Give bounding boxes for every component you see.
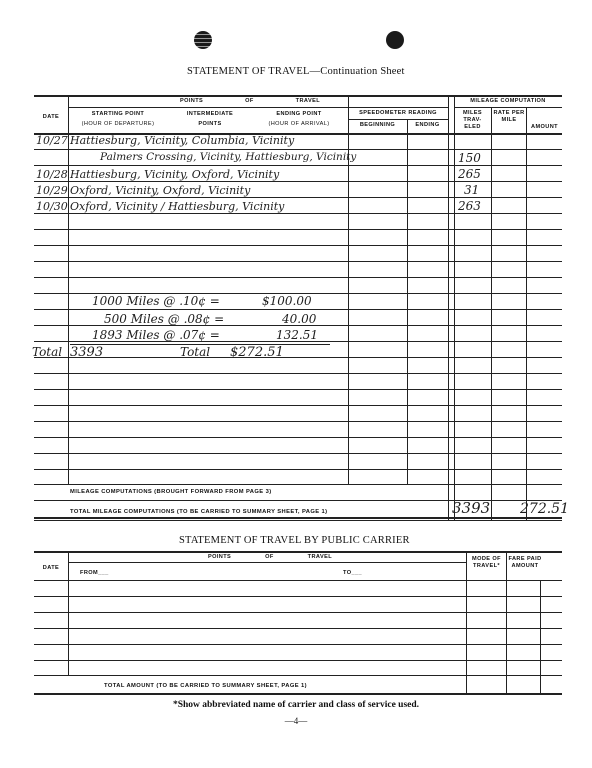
- entry-5-miles: 263: [458, 199, 481, 213]
- ruled-line: [34, 453, 562, 454]
- ruled-line: [34, 405, 562, 406]
- header-amount: AMOUNT: [531, 124, 558, 130]
- header-mileage-computation: MILEAGE COMPUTATION: [470, 98, 546, 104]
- punch-hole-left: [194, 31, 212, 49]
- ruled-line: [34, 149, 562, 150]
- ruled-line: [34, 469, 562, 470]
- header-intermediate: INTERMEDIATE: [186, 111, 234, 117]
- ruled-line: [34, 165, 562, 166]
- header-points: POINTS: [198, 121, 222, 127]
- calc-total-word: Total: [180, 345, 211, 359]
- entry-5-date: 10/30: [36, 200, 68, 213]
- footnote: *Show abbreviated name of carrier and class of service used.: [172, 700, 420, 710]
- calc-line-3-right: 132.51: [276, 328, 318, 342]
- carrier-header-points-of-travel: POINTS OF TRAVEL: [207, 554, 333, 560]
- calc-total-miles: 3393: [70, 345, 104, 360]
- calc-line-1-left: 1000 Miles @ .10¢ =: [92, 294, 220, 308]
- travel-title: STATEMENT OF TRAVEL—Continuation Sheet: [187, 66, 405, 77]
- entry-2-miles: 150: [458, 151, 481, 165]
- header-ending: ENDING: [415, 122, 440, 128]
- calc-line-3-left: 1893 Miles @ .07¢ =: [92, 328, 220, 342]
- header-ending-point: ENDING POINT: [276, 111, 322, 117]
- total-mileage-label: TOTAL MILEAGE COMPUTATIONS (TO BE CARRIED TO SUMMARY SHEET, PAGE 1): [70, 509, 328, 515]
- ruled-line: [34, 213, 562, 214]
- header-date: DATE: [42, 114, 60, 120]
- entry-1-route: Hattiesburg, Vicinity, Columbia, Vicinity: [70, 134, 295, 147]
- ruled-line: [34, 596, 562, 597]
- ruled-line: [34, 277, 562, 278]
- ruled-line: [34, 373, 562, 374]
- ruled-line: [34, 612, 562, 613]
- calc-total-label: Total: [32, 345, 63, 359]
- entry-3-miles: 265: [458, 167, 481, 181]
- ruled-line: [34, 229, 562, 230]
- calc-line-1-right: $100.00: [262, 294, 312, 308]
- entry-3-date: 10/28: [36, 168, 68, 181]
- carrier-header-to: TO___: [343, 570, 363, 576]
- entry-4-date: 10/29: [36, 184, 68, 197]
- total-amount-value: 272.51: [520, 501, 569, 517]
- carrier-header-fare: FARE PAID AMOUNT: [508, 556, 542, 569]
- header-rate-per-mile: RATE PER MILE: [493, 110, 525, 123]
- header-hour-of-arrival: (HOUR OF ARRIVAL): [268, 121, 330, 127]
- ruled-line: [34, 644, 562, 645]
- ruled-line: [34, 357, 562, 358]
- carrier-header-mode: MODE OF TRAVEL*: [472, 556, 501, 569]
- carrier-title: STATEMENT OF TRAVEL BY PUBLIC CARRIER: [179, 535, 410, 546]
- entry-3-route: Hattiesburg, Vicinity, Oxford, Vicinity: [70, 168, 280, 181]
- page-number: —4—: [284, 716, 308, 726]
- ruled-line: [34, 421, 562, 422]
- carrier-header-from: FROM___: [80, 570, 109, 576]
- header-starting-point: STARTING POINT: [91, 111, 145, 117]
- ruled-line: [34, 660, 562, 661]
- punch-hole-right: [386, 31, 404, 49]
- ruled-line: [34, 181, 562, 182]
- header-beginning: BEGINNING: [359, 122, 396, 128]
- entry-4-miles: 31: [464, 183, 480, 197]
- ruled-line: [34, 245, 562, 246]
- mileage-brought-forward-label: MILEAGE COMPUTATIONS (BROUGHT FORWARD FROM PAGE 3): [70, 489, 272, 495]
- entry-4-route: Oxford, Vicinity, Oxford, Vicinity: [70, 184, 251, 197]
- carrier-total-label: TOTAL AMOUNT (TO BE CARRIED TO SUMMARY SHEET, PAGE 1): [104, 683, 307, 689]
- carrier-header-date: DATE: [42, 565, 60, 571]
- entry-2-route: Palmers Crossing, Vicinity, Hattiesburg, Vicinity: [100, 151, 357, 163]
- ruled-line: [34, 309, 562, 310]
- entry-1-date: 10/27: [36, 134, 68, 147]
- header-miles-traveled: MILES TRAV- ELED: [462, 110, 483, 130]
- ruled-line: [34, 197, 562, 198]
- ruled-line: [34, 261, 562, 262]
- ruled-line: [34, 628, 562, 629]
- calc-line-2-left: 500 Miles @ .08¢ =: [104, 312, 225, 326]
- calc-line-2-right: 40.00: [282, 312, 317, 326]
- header-points-of-travel: POINTS OF TRAVEL: [179, 98, 321, 104]
- calc-total-value: $272.51: [230, 345, 284, 360]
- total-miles-value: 3393: [452, 499, 491, 517]
- ruled-line: [34, 389, 562, 390]
- ruled-line: [34, 437, 562, 438]
- header-speedometer-reading: SPEEDOMETER READING: [359, 110, 437, 116]
- entry-5-route: Oxford, Vicinity / Hattiesburg, Vicinity: [70, 200, 285, 213]
- header-hour-of-departure: (HOUR OF DEPARTURE): [81, 121, 155, 127]
